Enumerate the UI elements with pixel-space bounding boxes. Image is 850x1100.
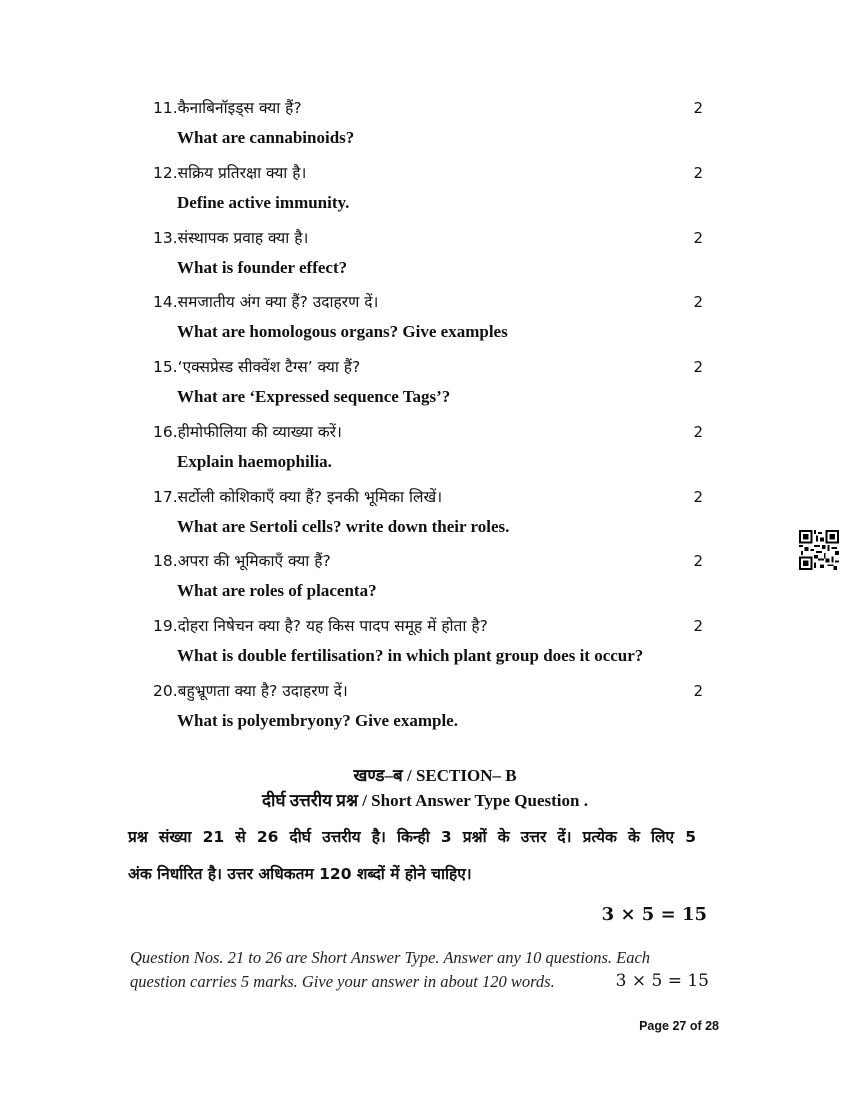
question-marks: 2 [693, 358, 703, 376]
question-marks: 2 [693, 99, 703, 117]
question-hindi: 19.दोहरा निषेचन क्या है? यह किस पादप समूह में होता है? [153, 617, 488, 635]
question-hindi: 14.समजातीय अंग क्या हैं? उदाहरण दें। [153, 293, 379, 311]
question-english: Explain haemophilia. [177, 452, 332, 471]
question-english: What is double fertilisation? in which plant group does it occur? [177, 646, 644, 665]
question-english: What are cannabinoids? [177, 128, 355, 147]
question-marks: 2 [693, 617, 703, 635]
question-marks: 2 [693, 229, 703, 247]
section-subtitle: दीर्घ उत्तरीय प्रश्न / Short Answer Type Question . [262, 791, 588, 810]
marks-formula-english: 3 × 5 = 15 [615, 971, 709, 991]
question-marks: 2 [693, 164, 703, 182]
question-english: What is polyembryony? Give example. [177, 711, 458, 730]
question-hindi: 16.हीमोफीलिया की व्याख्या करें। [153, 423, 342, 441]
marks-formula: 3 × 5 = 15 [601, 904, 707, 925]
question-hindi: 15.‘एक्सप्रेस्ड सीक्वेंश टैग्स’ क्या हैं? [153, 358, 361, 376]
question-hindi: 12.सक्रिय प्रतिरक्षा क्या है। [153, 164, 307, 182]
question-marks: 2 [693, 423, 703, 441]
question-english: What are Sertoli cells? write down their roles. [177, 517, 510, 536]
question-english: What are ‘Expressed sequence Tags’? [177, 387, 451, 406]
question-english: Define active immunity. [177, 193, 350, 212]
section-title: खण्ड–ब / SECTION– B [353, 766, 517, 785]
instruction-hindi-line2: अंक निर्धारित है। उत्तर अधिकतम 120 शब्दों में होने चाहिए। [128, 865, 472, 883]
instruction-english-line2: question carries 5 marks. Give your answer in about 120 words. [130, 972, 555, 991]
qr-code-icon [799, 530, 839, 570]
instruction-english-line1: Question Nos. 21 to 26 are Short Answer Type. Answer any 10 questions. Each [130, 948, 651, 967]
question-english: What are roles of placenta? [177, 581, 377, 600]
question-hindi: 18.अपरा की भूमिकाएँ क्या हैं? [153, 552, 331, 570]
instruction-hindi-line1: प्रश्न संख्या 21 से 26 दीर्घ उत्तरीय है। किन्ही 3 प्रश्नों के उत्तर दें। प्रत्येक के लिए 5 [128, 828, 696, 846]
question-hindi: 13.संस्थापक प्रवाह क्या है। [153, 229, 309, 247]
question-hindi: 11.कैनाबिनॉइड्स क्या हैं? [153, 99, 302, 117]
question-english: What is founder effect? [177, 258, 348, 277]
question-hindi: 17.सर्टोली कोशिकाएँ क्या हैं? इनकी भूमिका लिखें। [153, 488, 443, 506]
question-marks: 2 [693, 552, 703, 570]
question-hindi: 20.बहुभ्रूणता क्या है? उदाहरण दें। [153, 682, 348, 700]
page-number: Page 27 of 28 [639, 1019, 719, 1033]
question-english: What are homologous organs? Give examples [177, 322, 508, 341]
question-marks: 2 [693, 293, 703, 311]
question-marks: 2 [693, 682, 703, 700]
question-marks: 2 [693, 488, 703, 506]
